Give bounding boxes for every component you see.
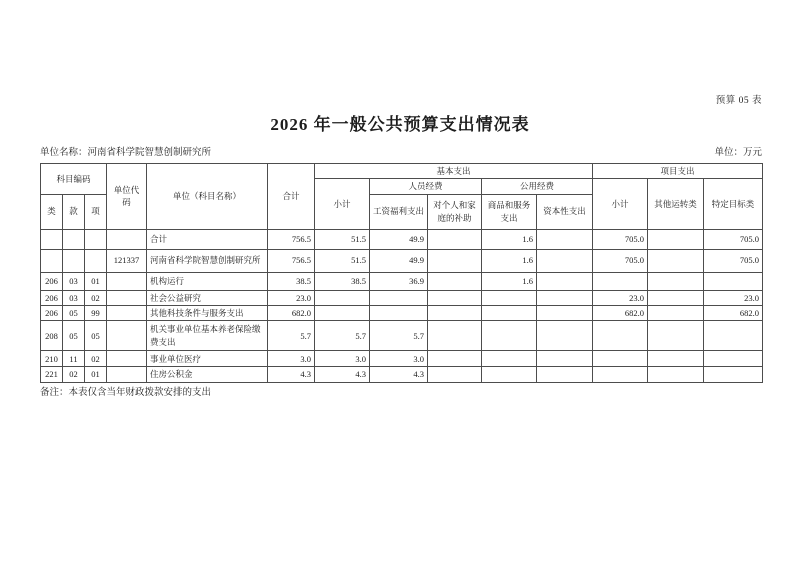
cell-specific_target (704, 272, 763, 290)
cell-individual_family (428, 321, 482, 351)
cell-specific_target: 23.0 (704, 290, 763, 305)
cell-basic_subtotal: 38.5 (315, 272, 370, 290)
cell-basic_subtotal: 4.3 (315, 367, 370, 382)
cell-project_subtotal: 682.0 (593, 305, 648, 320)
cell-total: 756.5 (268, 229, 315, 249)
cell-goods_services: 1.6 (482, 272, 537, 290)
cell-name: 机关事业单位基本养老保险缴费支出 (147, 321, 268, 351)
cell-goods_services (482, 351, 537, 367)
cell-other_operational (648, 249, 704, 272)
cell-total: 3.0 (268, 351, 315, 367)
cell-wage_welfare (370, 305, 428, 320)
cell-total: 4.3 (268, 367, 315, 382)
cell-individual_family (428, 305, 482, 320)
header-row-1 (41, 164, 763, 179)
cell-capital (537, 290, 593, 305)
cell-sec: 11 (63, 351, 85, 367)
header-public-funds: 公用经费 (482, 179, 593, 194)
cell-goods_services: 1.6 (482, 229, 537, 249)
cell-itm: 02 (85, 290, 107, 305)
header-wage-welfare: 工资福利支出 (370, 194, 428, 229)
header-specific-target: 特定目标类 (704, 179, 763, 229)
cell-wage_welfare: 36.9 (370, 272, 428, 290)
header-basic-subtotal: 小计 (315, 179, 370, 229)
cell-individual_family (428, 351, 482, 367)
cell-cls: 221 (41, 367, 63, 382)
header-goods-services: 商品和服务支出 (482, 194, 537, 229)
cell-basic_subtotal: 5.7 (315, 321, 370, 351)
cell-sec: 05 (63, 305, 85, 320)
cell-project_subtotal: 705.0 (593, 229, 648, 249)
cell-individual_family (428, 272, 482, 290)
cell-unit_code (107, 229, 147, 249)
cell-capital (537, 367, 593, 382)
cell-total: 23.0 (268, 290, 315, 305)
cell-sec (63, 229, 85, 249)
header-other-operational: 其他运转类 (648, 179, 704, 229)
cell-cls: 210 (41, 351, 63, 367)
header-class: 类 (41, 194, 63, 229)
cell-specific_target (704, 367, 763, 382)
table-row (41, 272, 763, 290)
header-unit-name: 单位（科目名称） (147, 164, 268, 230)
cell-name: 其他科技条件与服务支出 (147, 305, 268, 320)
cell-total: 38.5 (268, 272, 315, 290)
header-project-expenditure: 项目支出 (593, 164, 763, 179)
cell-wage_welfare: 5.7 (370, 321, 428, 351)
cell-unit_code (107, 367, 147, 382)
table-body (41, 229, 763, 382)
cell-itm: 01 (85, 272, 107, 290)
cell-other_operational (648, 272, 704, 290)
cell-individual_family (428, 290, 482, 305)
cell-unit_code (107, 321, 147, 351)
cell-project_subtotal (593, 367, 648, 382)
table-row (41, 229, 763, 249)
cell-capital (537, 321, 593, 351)
cell-goods_services (482, 321, 537, 351)
table-row (41, 351, 763, 367)
cell-sec: 02 (63, 367, 85, 382)
cell-itm: 05 (85, 321, 107, 351)
cell-unit_code (107, 290, 147, 305)
cell-sec: 05 (63, 321, 85, 351)
header-subject-code: 科目编码 (41, 164, 107, 195)
cell-wage_welfare: 4.3 (370, 367, 428, 382)
cell-cls: 206 (41, 305, 63, 320)
footnote: 备注：本表仅含当年财政拨款安排的支出 (40, 388, 212, 398)
cell-individual_family (428, 249, 482, 272)
cell-cls: 206 (41, 290, 63, 305)
cell-total: 756.5 (268, 249, 315, 272)
header-personnel-funds: 人员经费 (370, 179, 482, 194)
cell-sec: 03 (63, 272, 85, 290)
cell-project_subtotal: 705.0 (593, 249, 648, 272)
cell-itm: 99 (85, 305, 107, 320)
cell-capital (537, 249, 593, 272)
cell-capital (537, 305, 593, 320)
cell-cls (41, 229, 63, 249)
cell-goods_services (482, 367, 537, 382)
header-capital: 资本性支出 (537, 194, 593, 229)
header-unit-code: 单位代码 (107, 164, 147, 230)
table-row (41, 305, 763, 320)
cell-wage_welfare (370, 290, 428, 305)
cell-project_subtotal: 23.0 (593, 290, 648, 305)
cell-basic_subtotal: 51.5 (315, 229, 370, 249)
cell-name: 事业单位医疗 (147, 351, 268, 367)
cell-goods_services (482, 305, 537, 320)
cell-wage_welfare: 3.0 (370, 351, 428, 367)
header-basic-expenditure: 基本支出 (315, 164, 593, 179)
table-row (41, 249, 763, 272)
cell-basic_subtotal (315, 305, 370, 320)
table-header (41, 164, 763, 230)
cell-project_subtotal (593, 351, 648, 367)
cell-name: 河南省科学院智慧创制研究所 (147, 249, 268, 272)
cell-specific_target: 705.0 (704, 229, 763, 249)
cell-goods_services: 1.6 (482, 249, 537, 272)
unit-name-label: 单位名称：河南省科学院智慧创制研究所 (40, 148, 212, 158)
cell-itm: 01 (85, 367, 107, 382)
cell-capital (537, 351, 593, 367)
cell-capital (537, 272, 593, 290)
header-total: 合计 (268, 164, 315, 230)
cell-sec: 03 (63, 290, 85, 305)
header-project-subtotal: 小计 (593, 179, 648, 229)
page-title: 2026 年一般公共预算支出情况表 (270, 115, 530, 134)
cell-unit_code (107, 305, 147, 320)
header-section: 款 (63, 194, 85, 229)
cell-project_subtotal (593, 321, 648, 351)
budget-form-number: 预算 05 表 (715, 96, 762, 106)
cell-total: 682.0 (268, 305, 315, 320)
cell-itm: 02 (85, 351, 107, 367)
cell-other_operational (648, 229, 704, 249)
header-individual-family: 对个人和家庭的补助 (428, 194, 482, 229)
cell-cls (41, 249, 63, 272)
cell-unit_code (107, 272, 147, 290)
unit-measure-label: 单位：万元 (714, 148, 762, 158)
cell-total: 5.7 (268, 321, 315, 351)
cell-wage_welfare: 49.9 (370, 249, 428, 272)
cell-name: 住房公积金 (147, 367, 268, 382)
cell-other_operational (648, 367, 704, 382)
cell-other_operational (648, 305, 704, 320)
cell-unit_code: 121337 (107, 249, 147, 272)
table-row (41, 290, 763, 305)
cell-cls: 208 (41, 321, 63, 351)
table-row (41, 321, 763, 351)
cell-individual_family (428, 367, 482, 382)
subhead-row (40, 144, 762, 158)
cell-unit_code (107, 351, 147, 367)
table-row (41, 367, 763, 382)
cell-project_subtotal (593, 272, 648, 290)
cell-specific_target (704, 351, 763, 367)
cell-itm (85, 249, 107, 272)
cell-basic_subtotal: 51.5 (315, 249, 370, 272)
cell-other_operational (648, 321, 704, 351)
cell-capital (537, 229, 593, 249)
cell-basic_subtotal (315, 290, 370, 305)
cell-name: 社会公益研究 (147, 290, 268, 305)
cell-wage_welfare: 49.9 (370, 229, 428, 249)
cell-other_operational (648, 351, 704, 367)
cell-goods_services (482, 290, 537, 305)
budget-table (40, 163, 763, 383)
cell-name: 合计 (147, 229, 268, 249)
cell-basic_subtotal: 3.0 (315, 351, 370, 367)
cell-specific_target: 705.0 (704, 249, 763, 272)
cell-name: 机构运行 (147, 272, 268, 290)
cell-specific_target (704, 321, 763, 351)
header-item: 项 (85, 194, 107, 229)
cell-other_operational (648, 290, 704, 305)
cell-individual_family (428, 229, 482, 249)
cell-cls: 206 (41, 272, 63, 290)
cell-itm (85, 229, 107, 249)
cell-specific_target: 682.0 (704, 305, 763, 320)
cell-sec (63, 249, 85, 272)
